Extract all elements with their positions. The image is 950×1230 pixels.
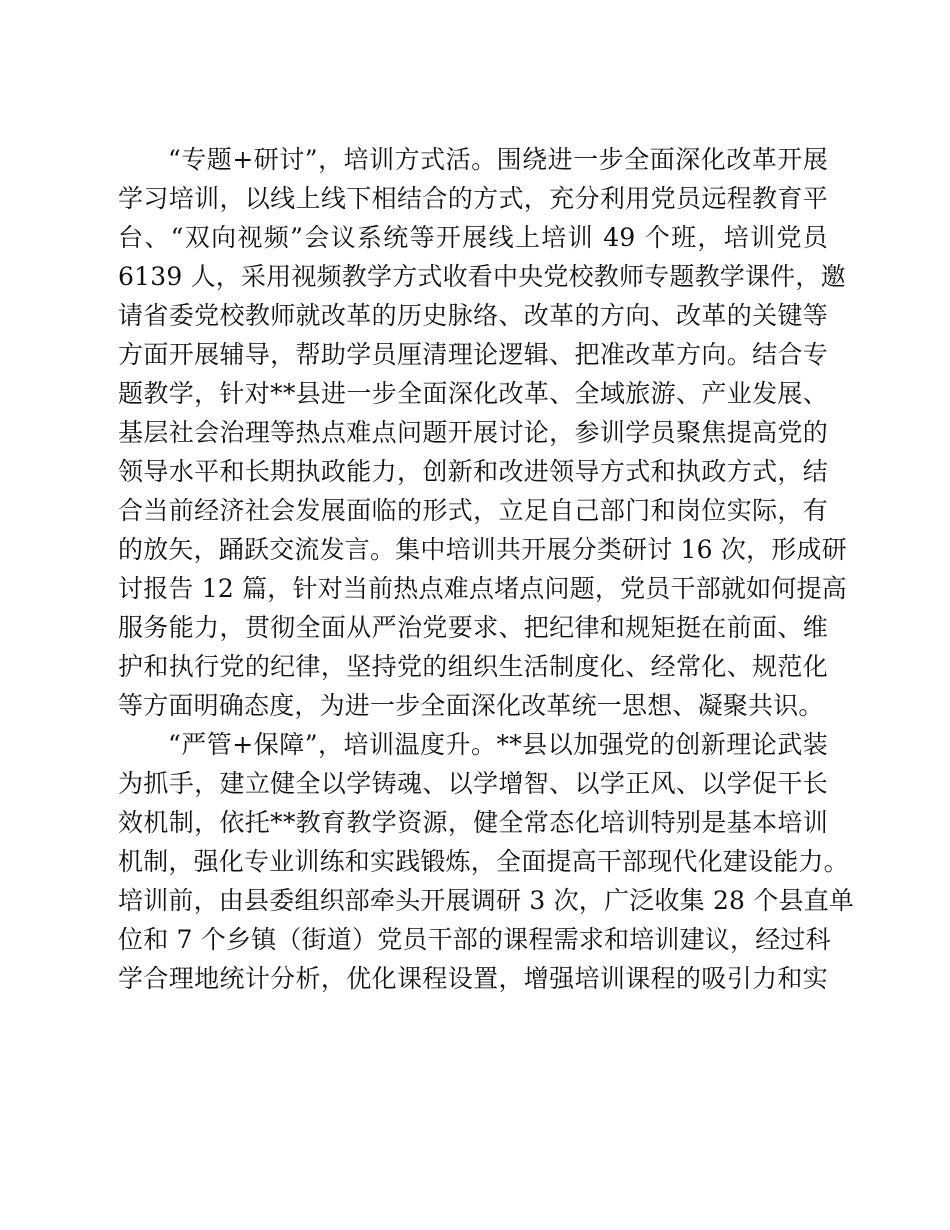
text-line: 等方面明确态度，为进一步全面深化改革统一思想、凝聚共识。 bbox=[118, 691, 824, 720]
text-line: 领导水平和长期执政能力，创新和改进领导方式和执政方式，结 bbox=[118, 457, 828, 486]
text-line: 效机制，依托**教育教学资源，健全常态化培训特别是基本培训 bbox=[118, 808, 828, 837]
text-line: 题教学，针对**县进一步全面深化改革、全域旅游、产业发展、 bbox=[118, 379, 828, 408]
text-line: 6139 人，采用视频教学方式收看中央党校教师专题教学课件，邀 bbox=[118, 262, 846, 291]
text-line: 请省委党校教师就改革的历史脉络、改革的方向、改革的关键等 bbox=[118, 301, 828, 330]
text-line: 培训前，由县委组织部牵头开展调研 3 次，广泛收集 28 个县直单 bbox=[118, 886, 855, 915]
text-line: 护和执行党的纪律，坚持党的组织生活制度化、经常化、规范化 bbox=[118, 652, 828, 681]
text-line: 讨报告 12 篇，针对当前热点难点堵点问题，党员干部就如何提高 bbox=[118, 574, 847, 603]
text-line: 位和 7 个乡镇（街道）党员干部的课程需求和培训建议，经过科 bbox=[118, 925, 831, 954]
text-line: 基层社会治理等热点难点问题开展讨论，参训学员聚焦提高党的 bbox=[118, 418, 828, 447]
text-line: 服务能力，贯彻全面从严治党要求、把纪律和规矩挺在前面、维 bbox=[118, 613, 828, 642]
text-line: 为抓手，建立健全以学铸魂、以学增智、以学正风、以学促干长 bbox=[118, 769, 828, 798]
text-line: 学习培训，以线上线下相结合的方式，充分利用党员远程教育平 bbox=[118, 184, 828, 213]
paragraph bbox=[118, 725, 855, 998]
text-line: 学合理地统计分析，优化课程设置，增强培训课程的吸引力和实 bbox=[118, 964, 828, 993]
text-line: “严管+保障”，培训温度升。**县以加强党的创新理论武装 bbox=[168, 730, 828, 759]
paragraph bbox=[118, 140, 847, 725]
body-text bbox=[118, 140, 855, 998]
text-line: 的放矢，踊跃交流发言。集中培训共开展分类研讨 16 次，形成研 bbox=[118, 535, 847, 564]
text-line: “专题+研讨”，培训方式活。围绕进一步全面深化改革开展 bbox=[168, 145, 828, 174]
text-line: 方面开展辅导，帮助学员厘清理论逻辑、把准改革方向。结合专 bbox=[118, 340, 828, 369]
text-line: 台、“双向视频”会议系统等开展线上培训 49 个班，培训党员 bbox=[118, 223, 828, 252]
text-line: 合当前经济社会发展面临的形式，立足自己部门和岗位实际，有 bbox=[118, 496, 828, 525]
text-line: 机制，强化专业训练和实践锻炼，全面提高干部现代化建设能力。 bbox=[118, 847, 849, 876]
